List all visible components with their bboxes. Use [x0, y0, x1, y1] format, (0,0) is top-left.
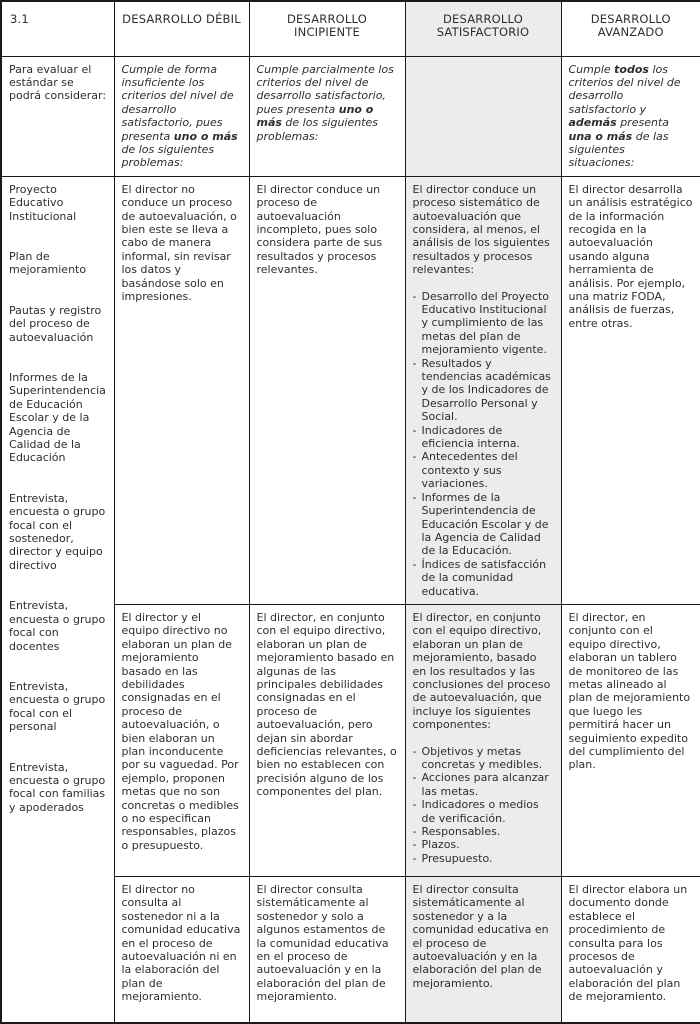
criteria-incipiente-cell	[249, 56, 405, 176]
evidence-item: Plan de mejoramiento	[9, 249, 87, 277]
body-row-1	[1, 176, 700, 604]
criteria-row	[1, 56, 700, 176]
criteria-intro-cell: Para evaluar el estándar se podrá considerar:	[1, 56, 114, 176]
cell-r3-satisfactorio: El director consulta sistemáticamente al sostenedor y a la comunidad educativa en el proceso de autoevaluación y en la elaboración del plan de mejoramiento.	[405, 876, 561, 1023]
cell-r2-satisfactorio	[405, 604, 561, 876]
criteria-debil-cell	[114, 56, 249, 176]
cell-r1-avanzado: El director desarrolla un análisis estratégico de la información recogida en la autoevaluación usando alguna herramienta de análisis. Por ejemplo, una matriz FODA, análisis de fuerzas, entre otras.	[561, 176, 700, 604]
cell-r1-satisfactorio	[405, 176, 561, 604]
r1-satisfactorio-intro: El director conduce un proceso sistemático de autoevaluación que considera, al menos, el análisis de los siguientes resultados y procesos relevantes:	[412, 182, 550, 277]
level-header-satisfactorio: DESARROLLO SATISFACTORIO	[405, 1, 561, 56]
cell-r1-debil: El director no conduce un proceso de autoevaluación, o bien este se lleva a cabo de manera informal, sin revisar los datos y basándose solo en impresiones.	[114, 176, 249, 604]
evidence-item: Entrevista, encuesta o grupo focal con docentes	[9, 599, 106, 653]
bullet-item: - Acciones para alcanzar las metas.	[412, 771, 549, 798]
bullet-item: - Informes de la Superintendencia de Educación Escolar y de la Agencia de Calidad de la Educación.	[412, 490, 549, 558]
level-header-avanzado: DESARROLLO AVANZADO	[561, 1, 700, 56]
bullet-item: - Desarrollo del Proyecto Educativo Institucional y cumplimiento de las metas del plan de mejoramiento vigente.	[412, 289, 550, 357]
evidence-item: Informes de la Superintendencia de Educación Escolar y de la Agencia de Calidad de la Educación	[9, 371, 106, 465]
cell-r2-incipiente: El director, en conjunto con el equipo directivo, elaboran un plan de mejoramiento basado en algunas de las principales debilidades consignadas en el proceso de autoevaluación, pero dejan sin abordar deficiencias relevantes, o bien no establecen con precisión alguno de los componentes del plan.	[249, 604, 405, 876]
r2-satisfactorio-intro: El director, en conjunto con el equipo directivo, elaboran un plan de mejoramiento, basado en los resultados y las conclusiones del proceso de autoevaluación, que incluye los siguientes componentes:	[412, 610, 551, 732]
evidence-sources-list	[9, 183, 107, 814]
cell-r3-incipiente: El director consulta sistemáticamente al sostenedor y solo a algunos estamentos de la comunidad educativa en el proceso de autoevaluación y en la elaboración del plan de mejoramiento.	[249, 876, 405, 1023]
criteria-satisfactorio-cell	[405, 56, 561, 176]
level-header-incipiente: DESARROLLO INCIPIENTE	[249, 1, 405, 56]
cell-r2-debil: El director y el equipo directivo no elaboran un plan de mejoramiento basado en las debilidades consignadas en el proceso de autoevaluación, o bien elaboran un plan inconducente por su vaguedad. Por ejemplo, proponen metas que no son concretas o medibles o no especifican responsables, plazos o presupuesto.	[114, 604, 249, 876]
bullet-item: - Presupuesto.	[412, 851, 493, 865]
evidence-item: Pautas y registro del proceso de autoevaluación	[9, 303, 102, 344]
cell-r3-debil: El director no consulta al sostenedor ni a la comunidad educativa en el proceso de autoevaluación ni en la elaboración del plan de mejoramiento.	[114, 876, 249, 1023]
r1-satisfactorio-bullets	[413, 290, 554, 598]
cell-r3-avanzado: El director elabora un documento donde establece el procedimiento de consulta para los procesos de autoevaluación y elaboración del plan de mejoramiento.	[561, 876, 700, 1023]
bullet-item: - Responsables.	[412, 825, 501, 839]
bullet-item: - Resultados y tendencias académicas y de los Indicadores de Desarrollo Personal y Social.	[412, 356, 551, 424]
criteria-incipiente-text: Cumple parcialmente los criterios del nivel de desarrollo satisfactorio, pues presenta uno o más de los siguientes problemas:	[256, 62, 394, 143]
evidence-sources-cell	[1, 176, 114, 1023]
evidence-item: Entrevista, encuesta o grupo focal con familias y apoderados	[9, 760, 106, 814]
bullet-item: - Índices de satisfacción de la comunidad educativa.	[412, 557, 547, 598]
criteria-debil-text: Cumple de forma insuficiente los criterios del nivel de desarrollo satisfactorio, pues presenta uno o más de los siguientes problemas:	[121, 62, 238, 170]
criteria-avanzado-text: Cumple todos los criterios del nivel de desarrollo satisfactorio y además presenta una o más de las siguientes situaciones:	[568, 62, 681, 170]
cell-r1-incipiente: El director conduce un proceso de autoevaluación incompleto, pues solo considera parte de sus resultados y procesos relevantes.	[249, 176, 405, 604]
bullet-item: - Indicadores de eficiencia interna.	[412, 423, 521, 451]
criteria-avanzado-cell	[561, 56, 700, 176]
cell-r2-avanzado: El director, en conjunto con el equipo directivo, elaboran un tablero de monitoreo de las metas alineado al plan de mejoramiento que luego les permitirá hacer un seguimiento expedito del cumplimiento del plan.	[561, 604, 700, 876]
bullet-item: - Indicadores o medios de verificación.	[412, 798, 539, 825]
bullet-item: - Objetivos y metas concretas y medibles.	[412, 744, 543, 771]
level-header-debil: DESARROLLO DÉBIL	[114, 1, 249, 56]
standard-code: 3.1	[1, 1, 114, 56]
bullet-item: - Antecedentes del contexto y sus variaciones.	[412, 450, 518, 491]
header-row	[1, 1, 700, 56]
bullet-item: - Plazos.	[412, 838, 460, 852]
evidence-item: Entrevista, encuesta o grupo focal con el sostenedor, director y equipo directivo	[9, 491, 106, 572]
r2-satisfactorio-bullets	[413, 745, 554, 866]
evidence-item: Entrevista, encuesta o grupo focal con el personal	[9, 679, 106, 734]
evidence-item: Proyecto Educativo Institucional	[9, 182, 77, 223]
